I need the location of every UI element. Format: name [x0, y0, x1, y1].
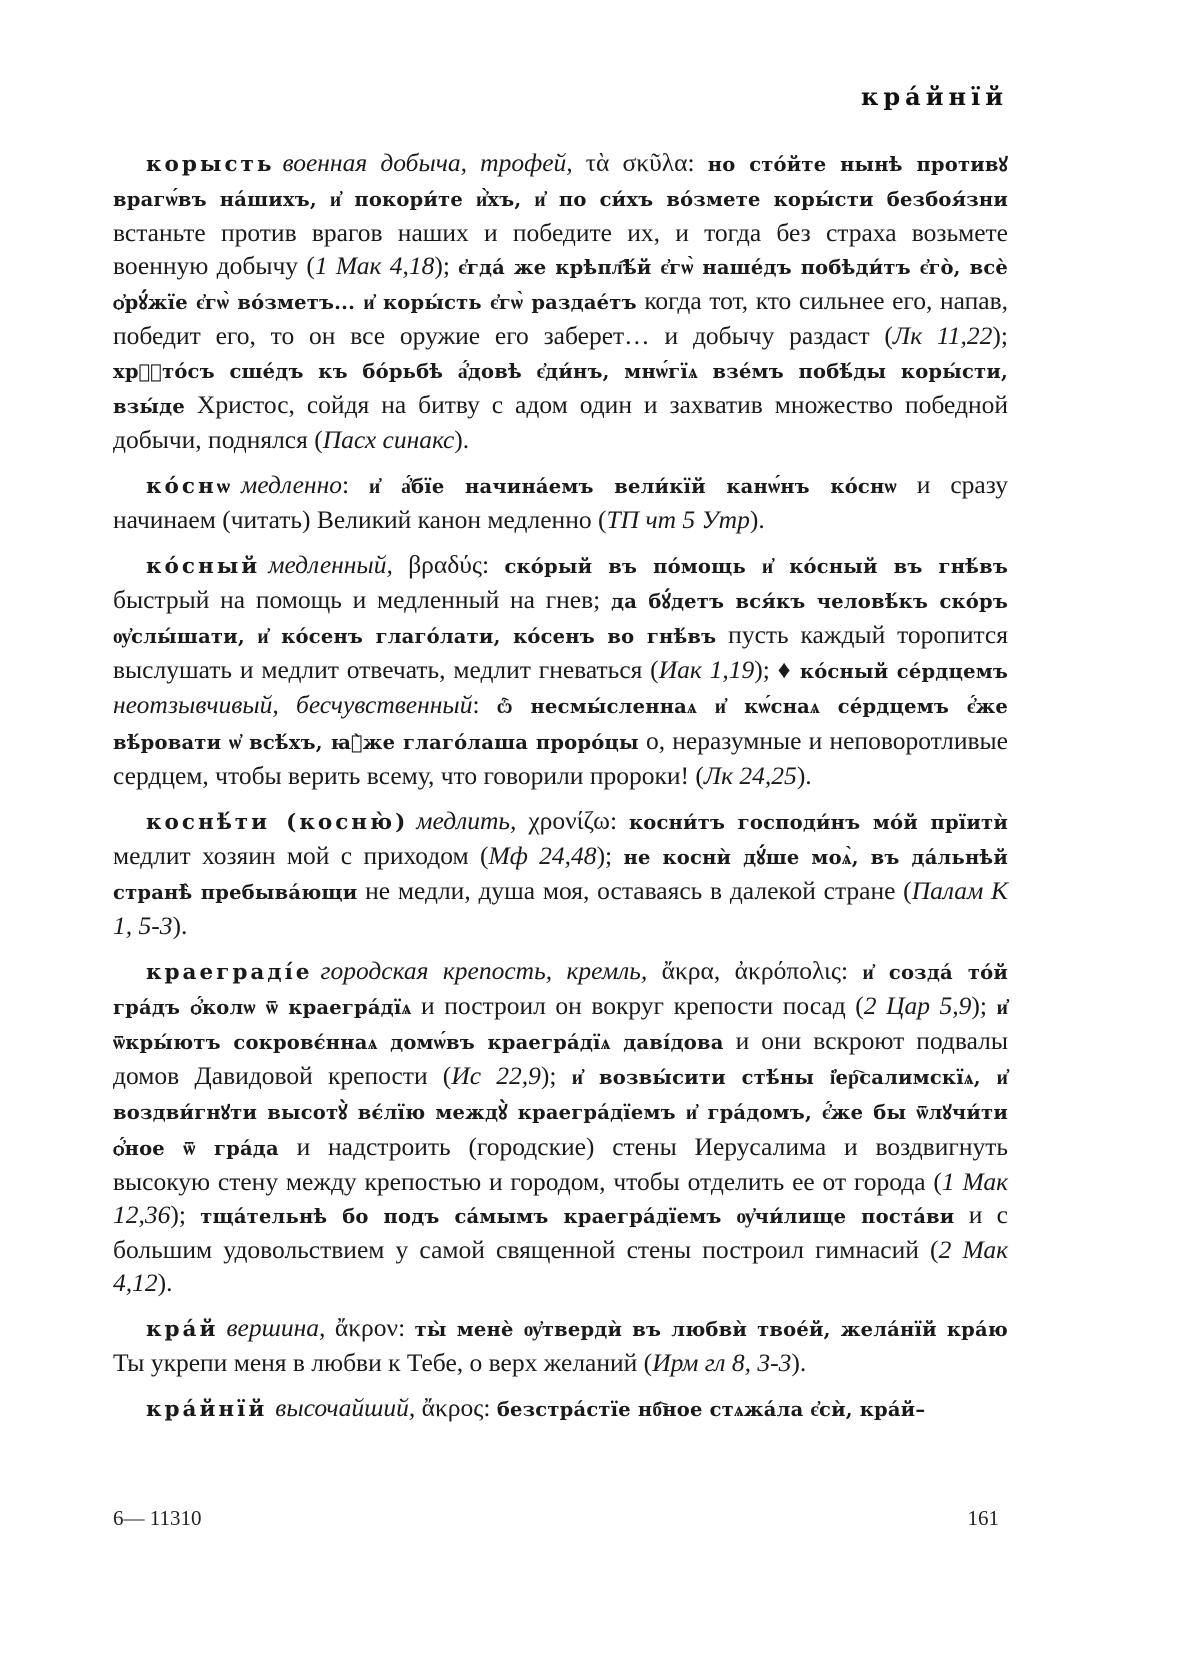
translation-text: :: [609, 805, 629, 835]
church-slavonic-quote: косни́тъ господи́нъ мóй прїитѝ: [629, 810, 1008, 834]
translation-text: и сразу начинаем (читать) Великий канон медленно (: [113, 469, 1008, 534]
definition-text: 2 Цар 5,9: [863, 991, 972, 1021]
definition-text: ТП чт 5 Утр: [606, 504, 750, 534]
translation-text: :: [483, 1393, 497, 1423]
printer-signature: 6— 11310: [113, 1506, 202, 1530]
definition-text: Иак 1,19: [658, 655, 755, 685]
church-slavonic-quote: хрⷭ҇тóсъ сшéдъ къ бóрьбѣ а҆́довѣ є҆ди́нъ, мнѡ́гїѧ взéмъ побѣ́ды коры́сти, взы́де: [113, 359, 1008, 418]
definition-text: Лк 24,25: [703, 760, 797, 790]
definition-text: медленный,: [268, 550, 409, 580]
translation-text: быстрый на помощь и медленный на гнев;: [113, 585, 611, 615]
translation-text: когда тот, кто сильнее его, напав, победит его, то он все оружие его заберет… и добычу раздаст (: [113, 286, 1008, 351]
definition-text: медленно: [241, 469, 342, 499]
translation-text: ).: [454, 424, 470, 454]
greek-equivalent: χρονίζω: [528, 805, 610, 835]
church-slavonic-quote: безстрáстїе нб҇ное стѧжáла є҆сѝ, крáй–: [496, 1398, 926, 1422]
definition-text: Палам К 1, 5-3: [113, 875, 1008, 940]
church-slavonic-quote: не коснѝ дꙋ́ше моѧ̀, въ дáльнѣй странѣ̀ пребывáющи: [113, 845, 1008, 904]
dictionary-entry: [113, 1391, 1008, 1426]
translation-text: пусть каждый торопится выслушать и медлит отвечать, медлит гневаться (: [113, 620, 1008, 685]
entry-headword: краеградíе: [146, 960, 313, 986]
dictionary-entry: [113, 954, 1008, 1299]
definition-text: вершина,: [226, 1313, 335, 1342]
translation-text: и надстроить (городские) стены Иерусалима и воздвигнуть высокую стену между крепостью и городом, чтобы отделить ее от города (: [113, 1131, 1008, 1196]
definition-text: городская крепость, кремль,: [320, 956, 662, 986]
translation-text: и построил он вокруг крепости посад (: [411, 991, 864, 1021]
translation-text: и с большим удовольствием у самой священной стены построил гимнасий (: [113, 1199, 1008, 1264]
definition-text: неотзывчивый, бесчувственный: [113, 690, 473, 720]
church-slavonic-quote: и҆ возвы́сити стѣ́ны і҆ер҇салимскїѧ, и҆ воздви́гнꙋти высотꙋ̀ вє́лїю междꙋ̀ краегрáдїемъ и҆ грáдомъ, є҆́же бы ѿлꙋчи́ти ѻ҆́ное ѿ грáда: [113, 1066, 1009, 1160]
greek-equivalent: ἄκρα, ἀκρόπολις: [661, 956, 841, 986]
definition-text: 1 Мак 4,18: [314, 251, 435, 281]
translation-text: );: [596, 840, 624, 870]
translation-text: ).: [749, 504, 765, 534]
dictionary-entries: [113, 146, 1008, 1438]
dictionary-entry: [113, 548, 1008, 792]
translation-text: и они вскроют подвалы домов Давидовой крепости (: [113, 1026, 1008, 1091]
translation-text: Ты укрепи меня в любви к Тебе, о верх желаний (: [113, 1348, 653, 1378]
dictionary-entry: [113, 146, 1008, 456]
definition-text: высочайший,: [275, 1393, 422, 1423]
definition-text: военная добыча, трофей,: [282, 148, 586, 177]
dictionary-entry: [113, 804, 1008, 942]
entry-headword: крáйнїй: [146, 1397, 268, 1423]
church-slavonic-quote: скóрый въ пóмощь и҆ кóсный въ гнѣ́въ: [504, 555, 1008, 579]
translation-text: ); ♦: [754, 655, 800, 685]
greek-equivalent: τὰ σκῦλα: [585, 148, 688, 177]
church-slavonic-quote: и҆ ѿкры́ютъ сокровє́ннаѧ домѡ́въ краегрáдїѧ давíдова: [113, 996, 1008, 1055]
running-head: крáйнїй: [861, 82, 1008, 111]
translation-text: :: [840, 956, 863, 986]
church-slavonic-quote: ѽ несмы́сленнаѧ и҆ кѡ́снаѧ сéрдцемъ є҆́же вѣ́ровати ѡ҆ всѣ́хъ, ꙗ҆̀же глагóлаша прорóцы: [113, 695, 1008, 754]
church-slavonic-quote: ты̀ менѐ ѹ҆твердѝ въ любвѝ твоéй, желáнїй крáю: [414, 1318, 1008, 1341]
translation-text: ).: [796, 760, 812, 790]
entry-headword: крáй: [146, 1317, 219, 1342]
translation-text: );: [170, 1199, 201, 1229]
translation-text: :: [472, 690, 497, 720]
dictionary-entry: [113, 1311, 1008, 1379]
definition-text: Лк 11,22: [892, 321, 993, 351]
church-slavonic-quote: и҆ а҆́бїе начинáемъ вели́кїй канѡ́нъ кóснѡ: [369, 474, 897, 498]
translation-text: медлит хозяин мой с приходом (: [113, 840, 489, 870]
definition-text: Ис 22,9: [451, 1061, 541, 1091]
translation-text: Христос, сойдя на битву с адом один и захватив множество победной добычи, поднялся (: [113, 389, 1008, 454]
translation-text: ).: [157, 1267, 173, 1297]
translation-text: ).: [172, 910, 188, 940]
entry-headword: кóснѡ: [146, 473, 233, 499]
church-slavonic-quote: да бꙋ́детъ вся́къ человѣ́къ скóръ ѹ҆слы́шати, и҆ кóсенъ глагóлати, кóсенъ во гнѣ́въ: [113, 590, 1009, 649]
definition-text: Пасх синакс: [322, 424, 455, 454]
entry-headword: корысть: [146, 152, 275, 177]
translation-text: ).: [791, 1348, 807, 1378]
greek-equivalent: ἄκρον: [334, 1313, 399, 1342]
definition-text: Ирм гл 8, 3-3: [652, 1348, 792, 1378]
translation-text: :: [341, 469, 370, 499]
church-slavonic-quote: є҆гдá же крѣпл҄ѣ́й є҆гѡ̀ нашéдъ побѣди́тъ є҆гò, всѐ ѻ҆рꙋ́жїе є҆гѡ̀ вóзметъ... и҆ коры́сть є҆гѡ̀ раздаéтъ: [113, 256, 1008, 315]
church-slavonic-quote: тщáтельнѣ бо подъ сáмымъ краегрáдїемъ ѹ҆чи́лище постáви: [200, 1204, 955, 1228]
translation-text: );: [540, 1061, 572, 1091]
translation-text: :: [398, 1313, 415, 1342]
church-slavonic-quote: кóсный сéрдцемъ: [799, 660, 1009, 684]
definition-text: медлить,: [416, 805, 529, 835]
page-number: 161: [967, 1506, 999, 1530]
dictionary-entry: [113, 468, 1008, 536]
translation-text: о, неразумные и неповоротливые сердцем, чтобы верить всему, что говорили пророки! (: [113, 725, 1008, 790]
translation-text: );: [992, 321, 1008, 351]
definition-text: 1 Мак 12,36: [113, 1166, 1009, 1229]
translation-text: встаньте против врагов наших и победите их, и тогда без страха возьмете военную добычу (: [113, 218, 1008, 281]
translation-text: не медли, душа моя, оставаясь в далекой стране (: [357, 875, 912, 905]
entry-headword: кóсный: [146, 554, 261, 580]
entry-headword: коснѣ́ти (косню̀): [146, 809, 409, 835]
greek-equivalent: ἄκρος: [421, 1393, 484, 1423]
translation-text: );: [971, 991, 997, 1021]
definition-text: Мф 24,48: [488, 840, 597, 870]
translation-text: :: [687, 148, 708, 177]
church-slavonic-quote: и҆ создá тóй грáдъ ѻ҆́колѡ ѿ краегрáдїѧ: [113, 961, 1008, 1020]
translation-text: :: [482, 550, 505, 580]
greek-equivalent: βραδύς: [408, 550, 482, 580]
definition-text: 2 Мак 4,12: [113, 1234, 1009, 1297]
translation-text: );: [434, 251, 459, 281]
church-slavonic-quote: но стóйте нынѣ противꙋ врагѡ́въ нáшихъ, и҆ покори́те и҆̀хъ, и҆ по си́хъ вóзмете коры́сти безбоя́зни: [113, 153, 1008, 212]
